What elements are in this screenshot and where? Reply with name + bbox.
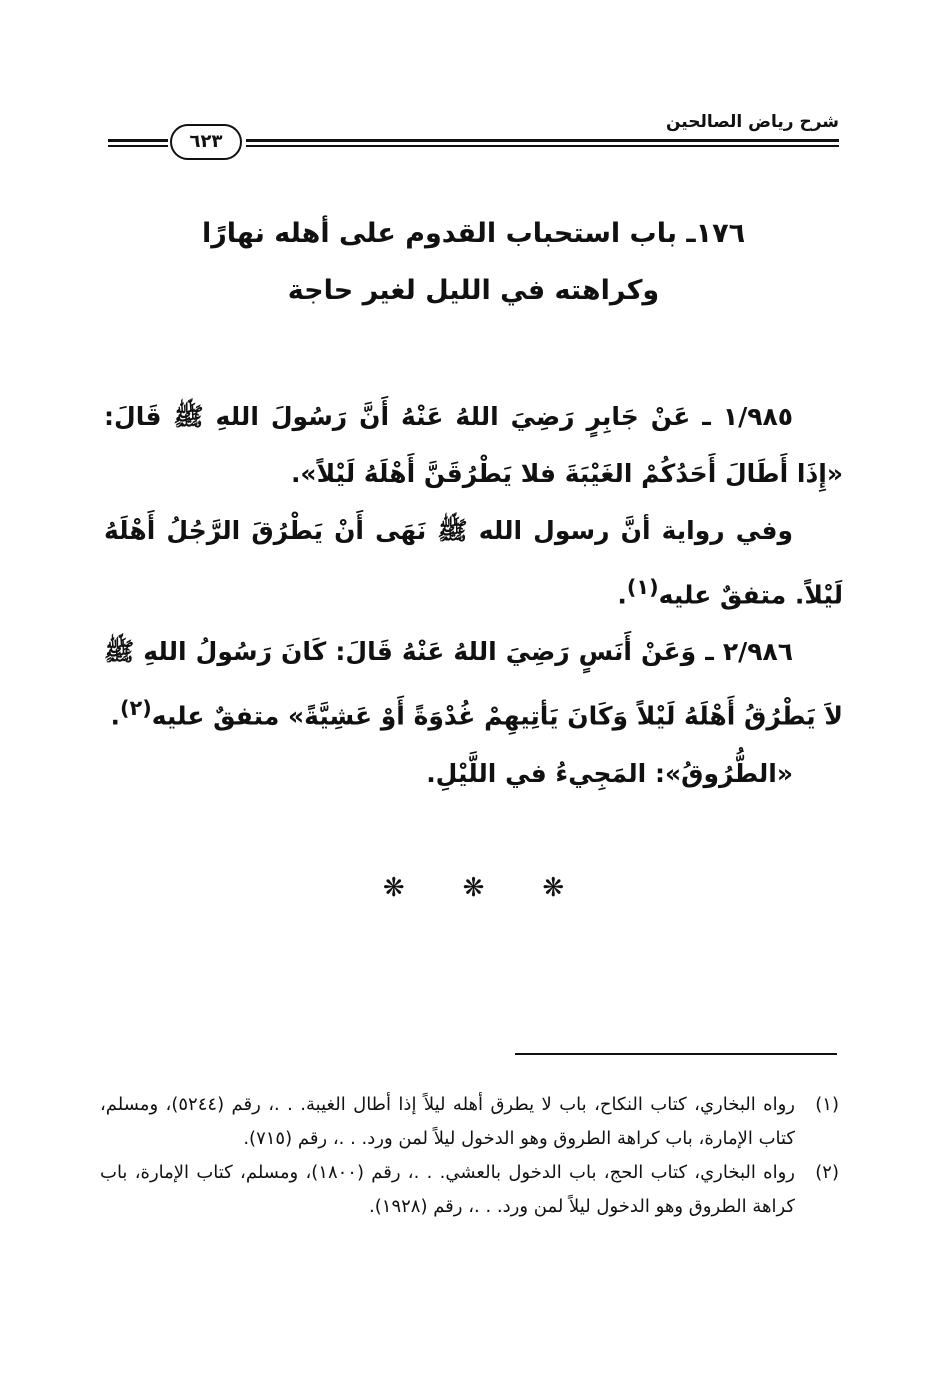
chapter-title-line-2: وكراهته في الليل لغير حاجة: [287, 275, 660, 306]
footnote-2-number: (٢): [815, 1162, 839, 1183]
footnotes: [100, 1088, 839, 1224]
chapter-title-line-1: ١٧٦ـ باب استحباب القدوم على أهله نهارًا: [201, 218, 746, 249]
footnote-2-text: رواه البخاري، كتاب الحج، باب الدخول بالعشي. . .، رقم (١٨٠٠)، ومسلم، كتاب الإمارة، باب كراهة الطروق وهو الدخول ليلاً لمن ورد. . .، رقم (١٩٢٨).: [100, 1162, 795, 1217]
running-title: شرح رياض الصالحين: [665, 112, 839, 132]
footnote-1-number: (١): [815, 1094, 839, 1115]
hadith-985-variant-text: وفي رواية أنَّ رسول الله ﷺ نَهَى أَنْ يَطْرُقَ الرَّجُلُ أَهْلَهُ لَيْلاً. متفقٌ عليه: [104, 516, 843, 610]
hadith-986: ٢/٩٨٦ ـ وَعَنْ أَنَسٍ رَضِيَ اللهُ عَنْهُ قَالَ: كَانَ رَسُولُ اللهِ ﷺ لاَ يَطْرُقُ أَهْلَهُ لَيْلاً وَكَانَ يَأتِيهِمْ غُدْوَةً أَوْ عَشِيَّةً» متفقٌ عليه$^{(٢)}$.: [104, 637, 843, 731]
hadith-986-text: ٢/٩٨٦ ـ وَعَنْ أَنَسٍ رَضِيَ اللهُ عَنْهُ قَالَ: كَانَ رَسُولُ اللهِ ﷺ لاَ يَطْرُقُ أَهْلَهُ لَيْلاً وَكَانَ يَأتِيهِمْ غُدْوَةً أَوْ عَشِيَّةً» متفقٌ عليه: [104, 637, 843, 731]
header-rule-right: [246, 139, 839, 149]
page-number: ٦٢٣: [170, 124, 242, 160]
footnote-2: [100, 1156, 839, 1224]
footnote-1-text: رواه البخاري، كتاب النكاح، باب لا يطرق أهله ليلاً إذا أطال الغيبة. . .، رقم (٥٢٤٤)، ومسلم، كتاب الإمارة، باب كراهة الطروق وهو الدخول ليلاً لمن ورد. . .، رقم (٧١٥).: [100, 1094, 795, 1149]
definition: «الطُّرُوقُ»: المَجِيءُ في اللَّيْلِ.: [426, 758, 793, 788]
asterism-separator: ❋❋❋: [382, 873, 623, 903]
hadith-985-variant: وفي رواية أنَّ رسول الله ﷺ نَهَى أَنْ يَطْرُقَ الرَّجُلُ أَهْلَهُ لَيْلاً. متفقٌ عليه$^{(١)}$.: [104, 516, 843, 610]
footnote-marker-2: (٢): [119, 696, 152, 721]
footnote-marker-1: (١): [626, 575, 659, 599]
hadith-985: ١/٩٨٥ ـ عَنْ جَابِرٍ رَضِيَ اللهُ عَنْهُ أَنَّ رَسُولَ اللهِ ﷺ قَالَ: «إِذَا أَطَالَ أَحَدُكُمْ الغَيْبَةَ فلا يَطْرُقَنَّ أَهْلَهُ لَيْلاً».: [104, 402, 843, 488]
hadith-body: [104, 388, 843, 802]
footnote-rule: [515, 1053, 837, 1055]
footnote-1: [100, 1088, 839, 1156]
header-rule-left: [108, 139, 168, 149]
chapter-heading: [160, 205, 787, 319]
